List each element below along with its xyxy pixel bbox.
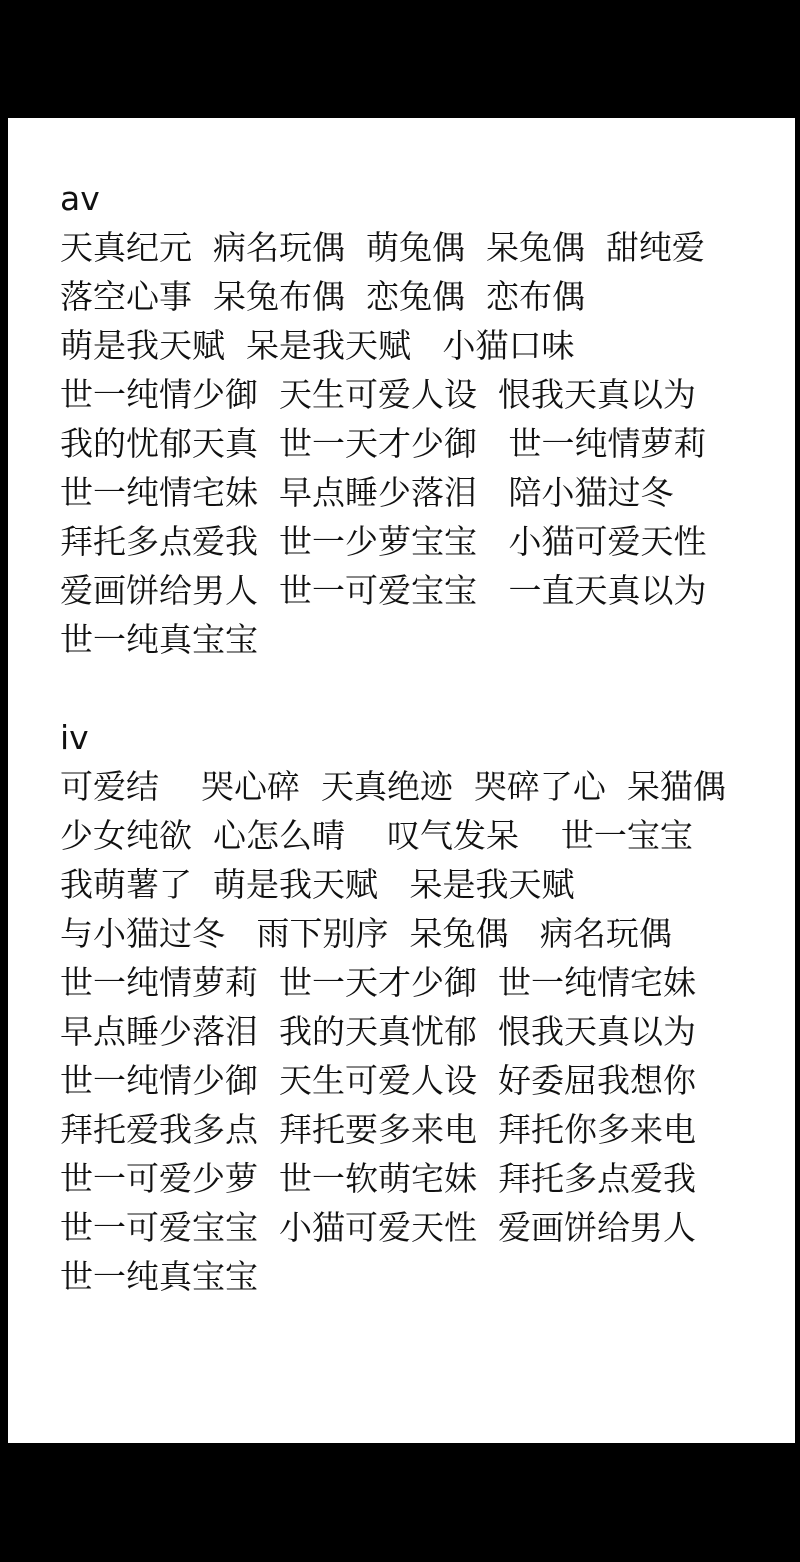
text-line: 世一可爱少萝 世一软萌宅妹 拜托多点爱我 (60, 1159, 696, 1198)
document-page (8, 118, 795, 1443)
text-line: 拜托多点爱我 世一少萝宝宝 小猫可爱天性 (60, 522, 707, 561)
text-line: 世一纯情少御 天生可爱人设 恨我天真以为 (60, 375, 696, 414)
text-line: 拜托爱我多点 拜托要多来电 拜托你多来电 (60, 1110, 696, 1149)
text-line: 萌是我天赋 呆是我天赋 小猫口味 (60, 326, 575, 365)
text-line: 世一纯真宝宝 (60, 1257, 258, 1296)
section-heading-av: av (60, 179, 100, 218)
section-heading-iv: iv (60, 718, 89, 757)
text-line: 早点睡少落泪 我的天真忧郁 恨我天真以为 (60, 1012, 696, 1051)
text-line: 世一可爱宝宝 小猫可爱天性 爱画饼给男人 (60, 1208, 696, 1247)
text-content (60, 174, 790, 1301)
text-line: 世一纯真宝宝 (60, 620, 258, 659)
text-line: 我的忧郁天真 世一天才少御 世一纯情萝莉 (60, 424, 707, 463)
text-line: 落空心事 呆兔布偶 恋兔偶 恋布偶 (60, 277, 585, 316)
text-line: 世一纯情宅妹 早点睡少落泪 陪小猫过冬 (60, 473, 674, 512)
text-line: 我萌薯了 萌是我天赋 呆是我天赋 (60, 865, 575, 904)
text-line: 天真纪元 病名玩偶 萌兔偶 呆兔偶 甜纯爱 (60, 228, 705, 267)
text-line: 少女纯欲 心怎么晴 叹气发呆 世一宝宝 (60, 816, 693, 855)
text-line: 世一纯情萝莉 世一天才少御 世一纯情宅妹 (60, 963, 696, 1002)
text-line: 爱画饼给男人 世一可爱宝宝 一直天真以为 (60, 571, 707, 610)
text-line: 与小猫过冬 雨下别序 呆兔偶 病名玩偶 (60, 914, 672, 953)
text-line: 可爱结 哭心碎 天真绝迹 哭碎了心 呆猫偶 (60, 767, 726, 806)
text-line: 世一纯情少御 天生可爱人设 好委屈我想你 (60, 1061, 696, 1100)
section-spacer (60, 664, 790, 713)
